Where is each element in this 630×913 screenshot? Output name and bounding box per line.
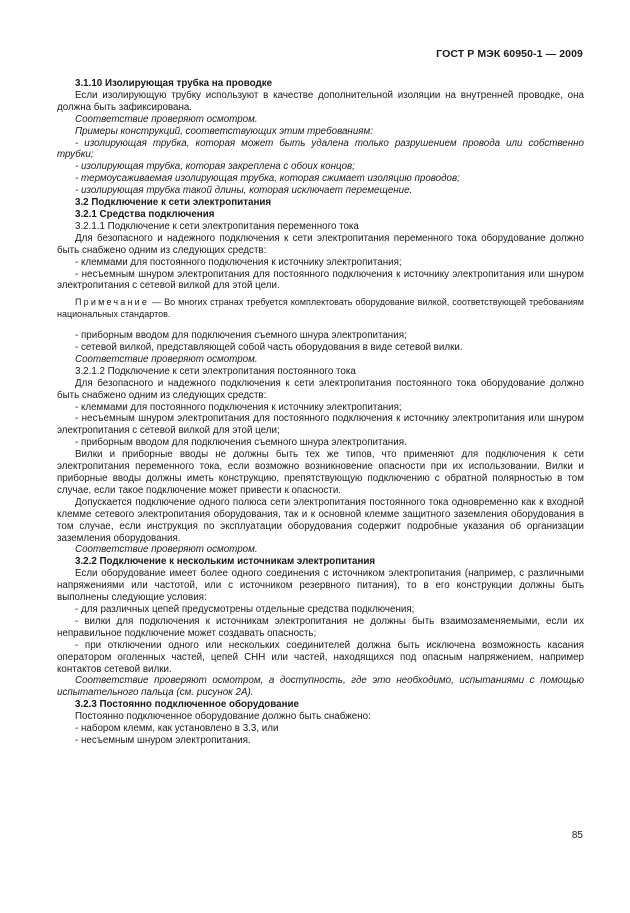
note xyxy=(57,297,584,320)
section-3-1-10-title: 3.1.10 Изолирующая трубка на проводке xyxy=(75,78,273,89)
section-3-2-1-2-title: 3.2.1.2 Подключение к сети электропитания постоянного тока xyxy=(75,365,356,377)
list-item: - несъемным шнуром электропитания. xyxy=(75,734,251,746)
paragraph: Если изолирующую трубку используют в качестве дополнительной изоляции на внутренней проводке, она должна быть зафиксирована. xyxy=(57,89,584,113)
list-item: - изолирующая трубка, которая закреплена с обоих концов; xyxy=(75,161,355,173)
paragraph: Постоянно подключенное оборудование должно быть снабжено: xyxy=(75,711,371,723)
list-item: - термоусаживаемая изолирующая трубка, которая сжимает изоляцию проводов; xyxy=(75,173,460,185)
section-3-2-1-title: 3.2.1 Средства подключения xyxy=(75,208,215,220)
compliance-check: Соответствие проверяют осмотром, а доступность, где это необходимо, испытаниями с помощью испытательного пальца (см. рисунок 2А). xyxy=(57,675,584,699)
list-item: - несъемным шнуром электропитания для постоянного подключения к источнику электропитания или шнуром электропитания с сетевой вилкой для этой цели. xyxy=(57,268,584,292)
note-text: — Во многих странах требуется комплектовать оборудование вилкой, соответствующей требованиям национальных стандартов. xyxy=(57,297,584,319)
list-item: - несъемным шнуром электропитания для постоянного подключения к источнику электропитания или шнуром электропитания с сетевой вилкой для этой цели; xyxy=(57,413,584,437)
compliance-check: Соответствие проверяют осмотром. xyxy=(75,353,258,365)
section-3-2-2-title: 3.2.2 Подключение к нескольким источникам электропитания xyxy=(75,556,376,568)
list-item: - набором клемм, как установлено в 3.3, или xyxy=(75,723,279,735)
section-3-2-1-1-title: 3.2.1.1 Подключение к сети электропитания переменного тока xyxy=(75,220,359,232)
document-header: ГОСТ Р МЭК 60950-1 — 2009 xyxy=(436,48,583,60)
list-item: - клеммами для постоянного подключения к источнику электропитания; xyxy=(75,401,402,413)
list-item: - изолирующая трубка, которая может быть удалена только разрушением провода или собственно трубки; xyxy=(57,137,584,161)
paragraph: Если оборудование имеет более одного соединения с источником электропитания (например, с различными напряжениями или частотой, или с источником резервного питания), то в его конструкции должны быть выполнены следующие условия: xyxy=(57,568,584,604)
list-item: - для различных цепей предусмотрены отдельные средства подключения; xyxy=(75,603,415,615)
page-number: 85 xyxy=(571,830,583,841)
list-item: - клеммами для постоянного подключения к источнику электропитания; xyxy=(75,256,402,268)
paragraph: Для безопасного и надежного подключения к сети электропитания переменного тока оборудование должно быть снабжено одним из следующих средств: xyxy=(57,232,584,256)
list-item: - вилки для подключения к источникам электропитания не должны быть взаимозаменяемыми, если их неправильное подключение может создавать опасность; xyxy=(57,615,584,639)
examples-intro: Примеры конструкций, соответствующих этим требованиям: xyxy=(75,125,373,137)
list-item: - при отключении одного или нескольких соединителей должна быть исключена возможность касания оператором оголенных частей, цепей СНН или частей, находящихся под опасным напряжением, например контактов сетевой вилки. xyxy=(57,639,584,675)
compliance-check: Соответствие проверяют осмотром. xyxy=(75,544,258,556)
paragraph: Допускается подключение одного полюса сети электропитания постоянного тока одновременно как к входной клемме сетевого электропитания оборудования, так и к основной клемме защитного заземления оборудования в том случае, если инструкция по эксплуатации оборудования содержит подробные указания об организации заземления оборудования. xyxy=(57,496,584,544)
compliance-check: Соответствие проверяют осмотром. xyxy=(75,113,258,125)
list-item: - изолирующая трубка такой длины, которая исключает перемещение. xyxy=(75,185,413,197)
note-label: Примечание xyxy=(75,297,150,308)
section-3-2-title: 3.2 Подключение к сети электропитания xyxy=(75,197,272,209)
paragraph: Для безопасного и надежного подключения к сети электропитания постоянного тока оборудование должно быть снабжено одним из следующих средств: xyxy=(57,377,584,401)
paragraph: Вилки и приборные вводы не должны быть тех же типов, что применяют для подключения к сети электропитания переменного тока, если возможно возникновение опасности при их использовании. Вилки и приборные вводы должны иметь конструкцию, препятствующую подключению с обратной полярностью в том случае, если такое подключение может привести к опасности. xyxy=(57,449,584,496)
page-body xyxy=(57,78,584,747)
list-item: - сетевой вилкой, представляющей собой часть оборудования в виде сетевой вилки. xyxy=(75,342,463,354)
list-item: - приборным вводом для подключения съемного шнура электропитания. xyxy=(75,437,407,449)
list-item: - приборным вводом для подключения съемного шнура электропитания; xyxy=(75,330,407,342)
section-3-2-3-title: 3.2.3 Постоянно подключенное оборудование xyxy=(75,699,300,711)
